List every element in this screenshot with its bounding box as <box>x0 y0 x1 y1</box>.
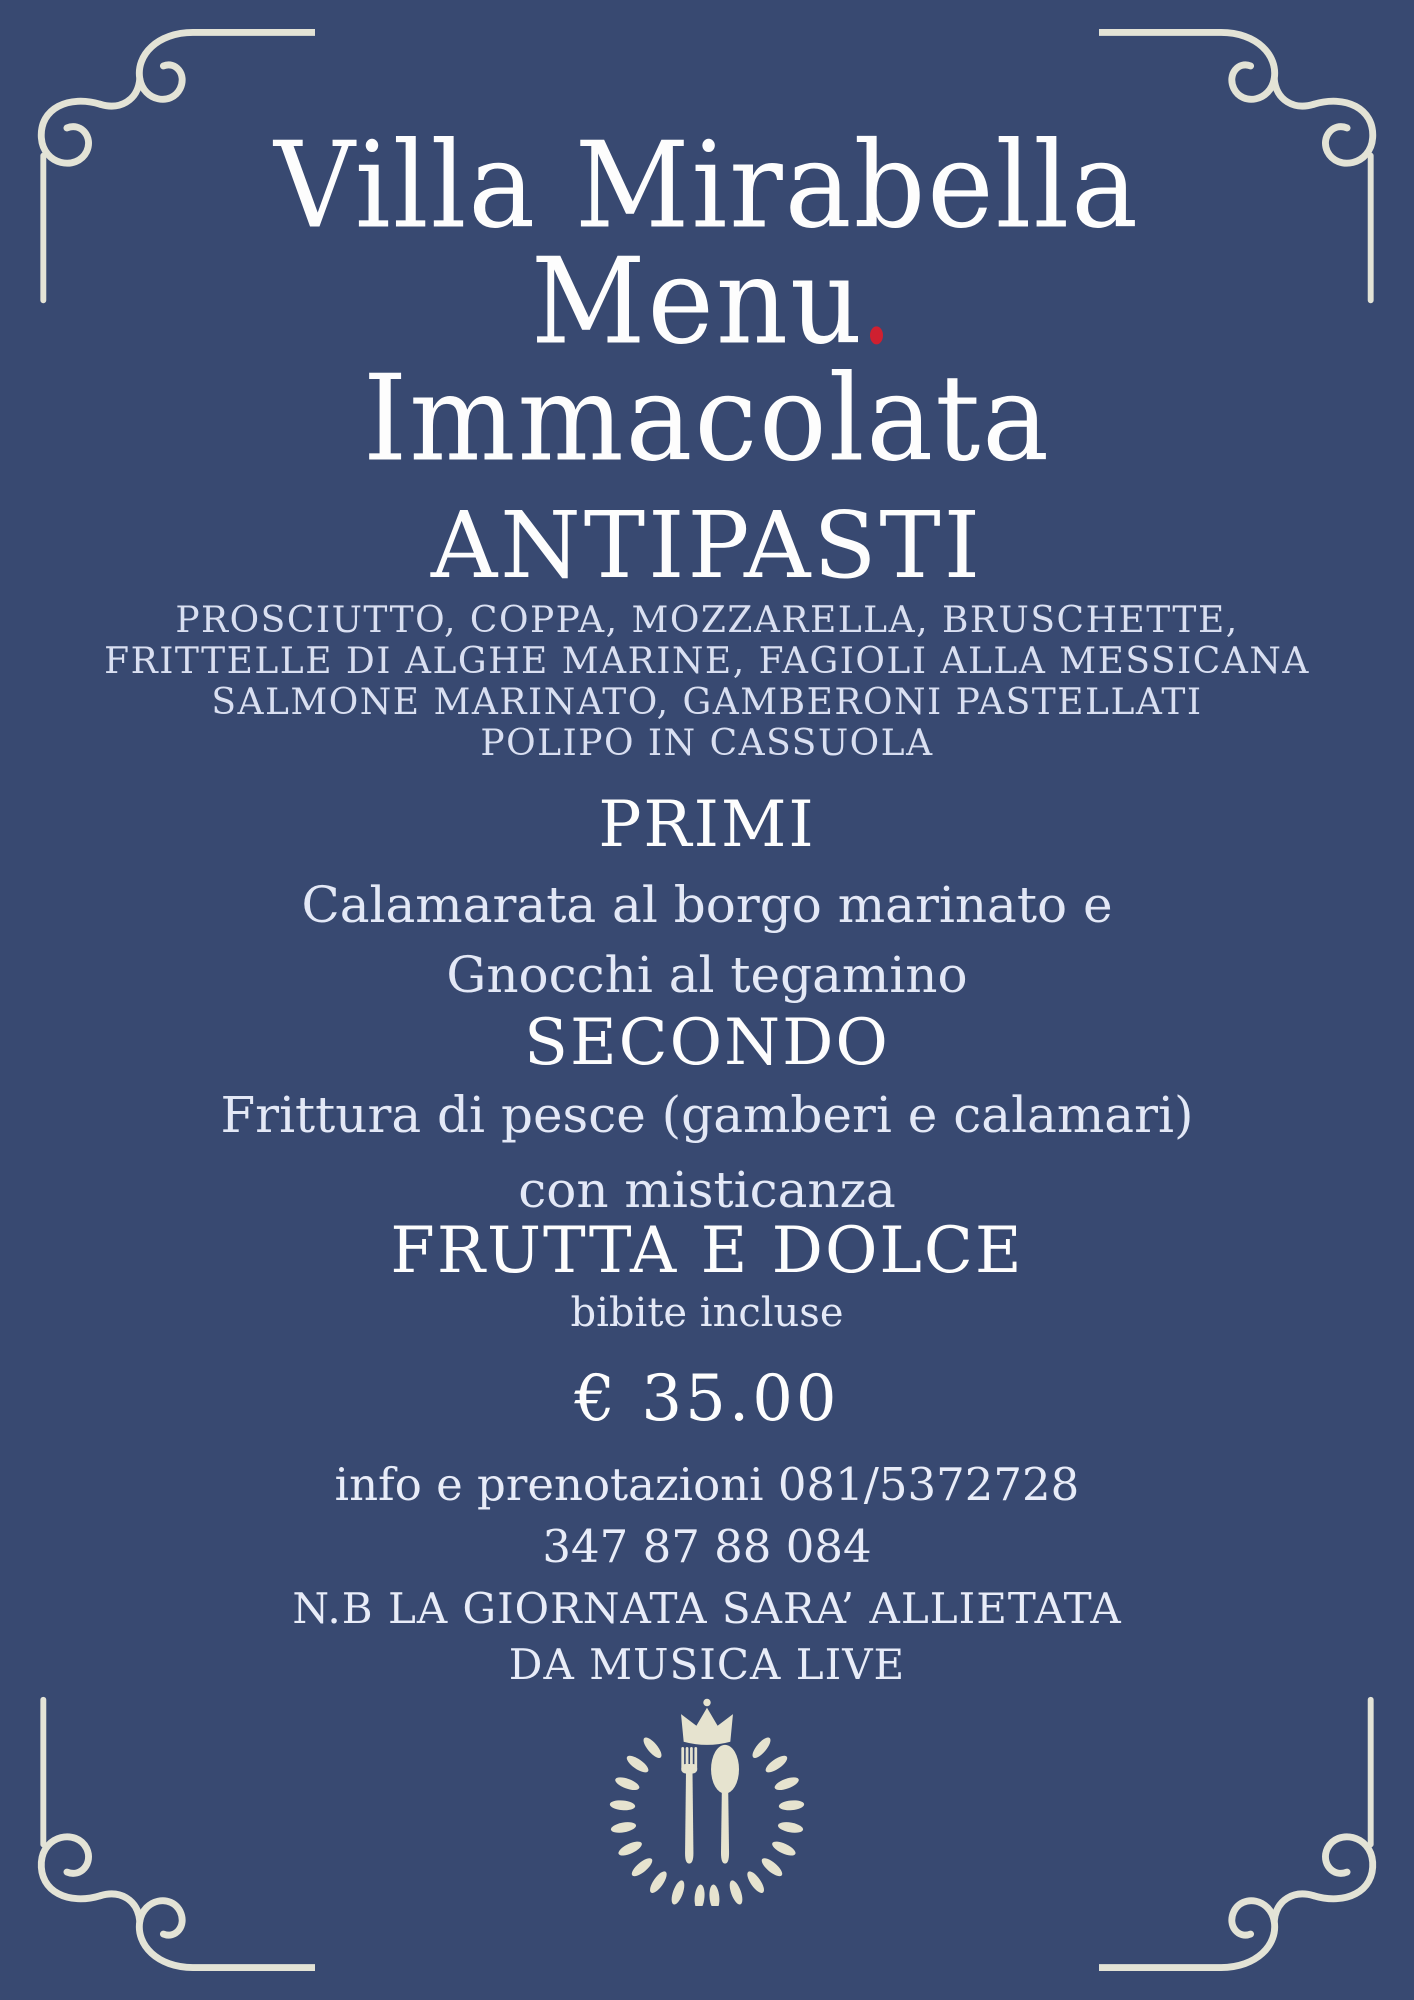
corner-flourish-bottom-left <box>0 1685 315 2000</box>
title-line-3: Immacolata <box>363 350 1051 488</box>
title-line-2: Menu <box>0 241 1414 364</box>
primi-item: Gnocchi al tegamino <box>446 946 968 1004</box>
antipasti-heading: ANTIPASTI <box>430 492 984 599</box>
red-dot-accent <box>870 327 883 345</box>
primi-list <box>0 870 1414 1010</box>
page-title <box>0 117 1414 488</box>
nb-line-1: N.B LA GIORNATA SARA’ ALLIETATA <box>292 1584 1122 1633</box>
restaurant-emblem <box>601 1694 813 1906</box>
antipasti-item: PROSCIUTTO, COPPA, MOZZARELLA, BRUSCHETTE, <box>175 600 1239 641</box>
nb-line-2: DA MUSICA LIVE <box>508 1640 906 1689</box>
secondo-list <box>0 1078 1414 1228</box>
title-line-1: Villa Mirabella <box>274 117 1140 255</box>
frutta-heading: FRUTTA E DOLCE <box>390 1214 1024 1288</box>
laurel-wreath-icon <box>609 1735 804 1906</box>
antipasti-list <box>0 600 1414 764</box>
menu-price: € 35.00 <box>574 1362 840 1436</box>
primi-heading: PRIMI <box>598 788 816 862</box>
drinks-note: bibite incluse <box>570 1290 844 1336</box>
fork-icon <box>681 1747 697 1864</box>
secondo-heading: SECONDO <box>524 1006 890 1080</box>
antipasti-item: POLIPO IN CASSUOLA <box>480 723 934 764</box>
info-line: info e prenotazioni 081/5372728 <box>334 1458 1080 1511</box>
spoon-icon <box>711 1745 739 1864</box>
corner-flourish-bottom-right <box>1099 1685 1414 2000</box>
secondo-item: Frittura di pesce (gamberi e calamari) <box>220 1086 1194 1144</box>
antipasti-item: SALMONE MARINATO, GAMBERONI PASTELLATI <box>211 682 1203 723</box>
secondo-item: con misticanza <box>518 1161 896 1219</box>
antipasti-item: FRITTELLE DI ALGHE MARINE, FAGIOLI ALLA MESSICANA <box>104 641 1310 682</box>
primi-item: Calamarata al borgo marinato e <box>301 876 1113 934</box>
phone-line: 347 87 88 084 <box>542 1520 872 1573</box>
crown-icon <box>681 1699 733 1745</box>
